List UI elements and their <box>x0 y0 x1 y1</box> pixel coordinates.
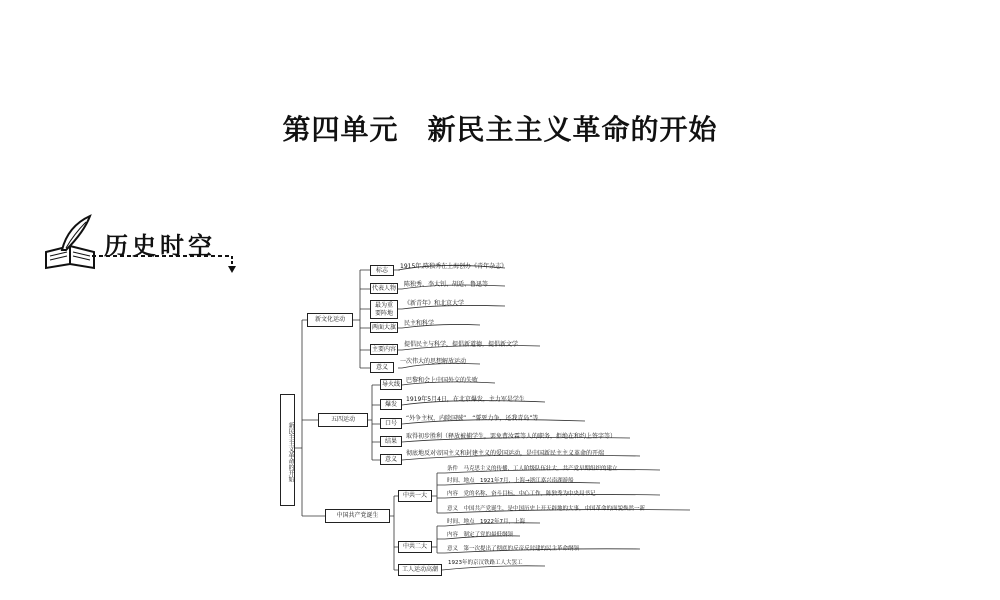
branch-ccp-founding: 中国共产党诞生 <box>325 509 390 523</box>
node-label: 标志 <box>370 265 394 276</box>
node-text: 时间、地点 1922年7月，上海 <box>447 519 525 525</box>
node-text: “外争主权，内除国贼” “誓死力争，还我青岛”等 <box>406 415 539 422</box>
node-text: 意义 第一次提出了彻底的反帝反封建的民主革命纲领 <box>447 546 580 552</box>
node-text: 1923年的京汉铁路工人大罢工 <box>448 560 523 566</box>
node-label: 两面大旗 <box>370 322 398 333</box>
node-text: 一次伟大的思想解放运动 <box>400 358 467 365</box>
node-text: 《新青年》和北京大学 <box>404 300 465 307</box>
node-label: 代表人物 <box>370 283 398 294</box>
node-label: 意义 <box>380 454 402 465</box>
diagram-root: 新民主主义革命的开始 <box>280 394 295 506</box>
node-label: 最为重要阵地 <box>370 300 398 319</box>
node-text: 1915年,陈独秀在上海创办《青年杂志》 <box>400 263 508 270</box>
node-text: 提倡民主与科学，提倡新道德，提倡新文学 <box>404 341 519 348</box>
node-text: 内容 制定了党的最低纲领 <box>447 532 514 538</box>
node-label: 中共二大 <box>398 541 432 553</box>
dashed-arrow <box>92 252 240 274</box>
node-label: 中共一大 <box>398 490 432 502</box>
node-text: 取得初步胜利（释放被捕学生，罢免曹汝霖等人的职务，拒绝在和约上签字等） <box>406 433 617 440</box>
branch-new-culture: 新文化运动 <box>307 313 353 327</box>
node-text: 彻底地反对帝国主义和封建主义的爱国运动，是中国新民主主义革命的开端 <box>406 450 605 457</box>
node-label: 工人运动高潮 <box>398 564 442 576</box>
node-text: 时间、地点 1921年7月，上海→浙江嘉兴南湖游船 <box>447 478 574 484</box>
node-text: 意义 中国共产党诞生，是中国历史上开天辟地的大事，中国革命的面貌焕然一新 <box>447 506 646 512</box>
node-text: 巴黎和会上中国外交的失败 <box>406 377 479 384</box>
node-text: 条件 马克思主义的传播，工人阶级队伍壮大，共产党早期组织的建立 <box>447 466 618 472</box>
node-label: 口号 <box>380 418 402 429</box>
node-text: 1919年5月4日，在北京爆发，主力军是学生 <box>406 396 525 403</box>
node-text: 内容 党的名称、奋斗目标、中心工作，陈独秀为中央局书记 <box>447 491 596 497</box>
node-label: 意义 <box>370 362 394 373</box>
node-label: 结果 <box>380 436 402 447</box>
page-title: 第四单元 新民主主义革命的开始 <box>282 113 718 146</box>
node-text: 陈独秀、李大钊、胡适、鲁迅等 <box>404 281 489 288</box>
section-label: 历史时空 <box>104 231 216 260</box>
node-label: 主要内容 <box>370 344 398 355</box>
node-label: 导火线 <box>380 379 402 390</box>
branch-may-fourth: 五四运动 <box>318 413 368 427</box>
node-label: 爆发 <box>380 399 402 410</box>
node-text: 民主和科学 <box>404 320 435 327</box>
